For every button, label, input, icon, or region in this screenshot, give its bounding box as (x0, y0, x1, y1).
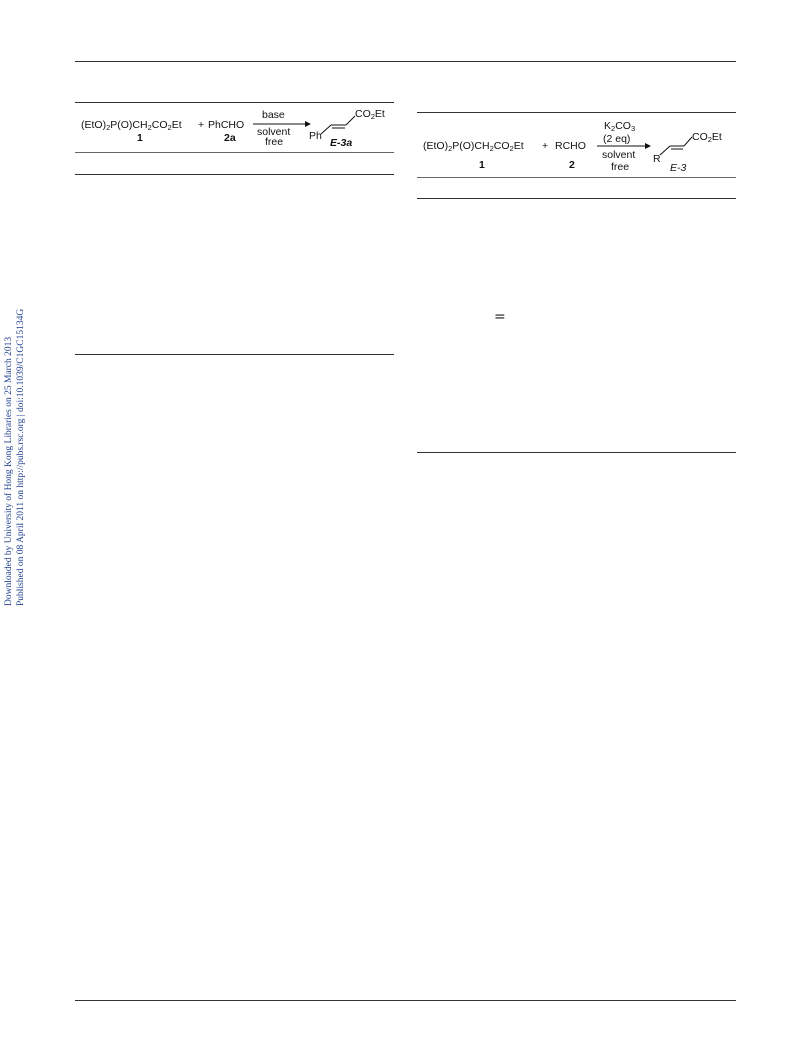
left-table-top-rule (75, 102, 394, 103)
right-label1: 1 (479, 159, 485, 171)
right-product-substituent: R (653, 153, 661, 165)
left-reagent2: PhCHO (208, 119, 245, 131)
right-reagent2: RCHO (555, 140, 586, 152)
left-product-group: $CO_2Et$ (355, 108, 385, 121)
right-table-head-bottom-rule (417, 198, 736, 199)
right-above-arrow-1: $K_2CO_3$ (604, 120, 636, 133)
right-below-arrow-2: free (611, 161, 630, 173)
download-notice (3, 266, 27, 606)
left-label2: 2a (224, 132, 236, 144)
right-label2: 2 (569, 159, 575, 171)
published-line: Published on 08 April 2011 on http://pubs.rsc.org | doi:10.1039/C1GC15134G (16, 308, 26, 606)
right-arrow-icon (417, 114, 736, 176)
left-table-header-rule (75, 152, 394, 153)
right-table-header-rule (417, 177, 736, 178)
right-above-arrow-2: (2 eq) (603, 133, 631, 145)
right-product-label: E-3 (670, 162, 687, 174)
left-product-substituent: Ph (309, 130, 322, 142)
right-table-bottom-rule (417, 452, 736, 453)
left-below-arrow-2: free (265, 136, 284, 148)
equals-sign: = (494, 309, 506, 325)
left-label1: 1 (137, 132, 143, 144)
right-table-top-rule (417, 112, 736, 113)
downloaded-line: Downloaded by University of Hong Kong Libraries on 25 March 2013 (4, 336, 14, 606)
left-reaction-scheme (75, 104, 394, 152)
left-product-label: E-3a (330, 137, 353, 149)
left-below-arrow-1: solvent (257, 126, 291, 138)
right-product-group: $CO_2Et$ (692, 131, 722, 144)
right-plus: + (542, 140, 549, 152)
right-below-arrow-1: solvent (602, 149, 636, 161)
left-plus: + (198, 119, 205, 131)
header-rule (75, 61, 736, 62)
right-reagent1: $(EtO)_2P(O)CH_2CO_2Et$ (423, 140, 524, 153)
left-table-head-bottom-rule (75, 174, 394, 175)
left-above-arrow: base (262, 109, 285, 121)
right-reaction-scheme (417, 114, 736, 176)
footer-rule (75, 1000, 736, 1001)
left-reagent1: $(EtO)_2P(O)CH_2CO_2Et$ (81, 119, 182, 132)
left-table-bottom-rule (75, 354, 394, 355)
